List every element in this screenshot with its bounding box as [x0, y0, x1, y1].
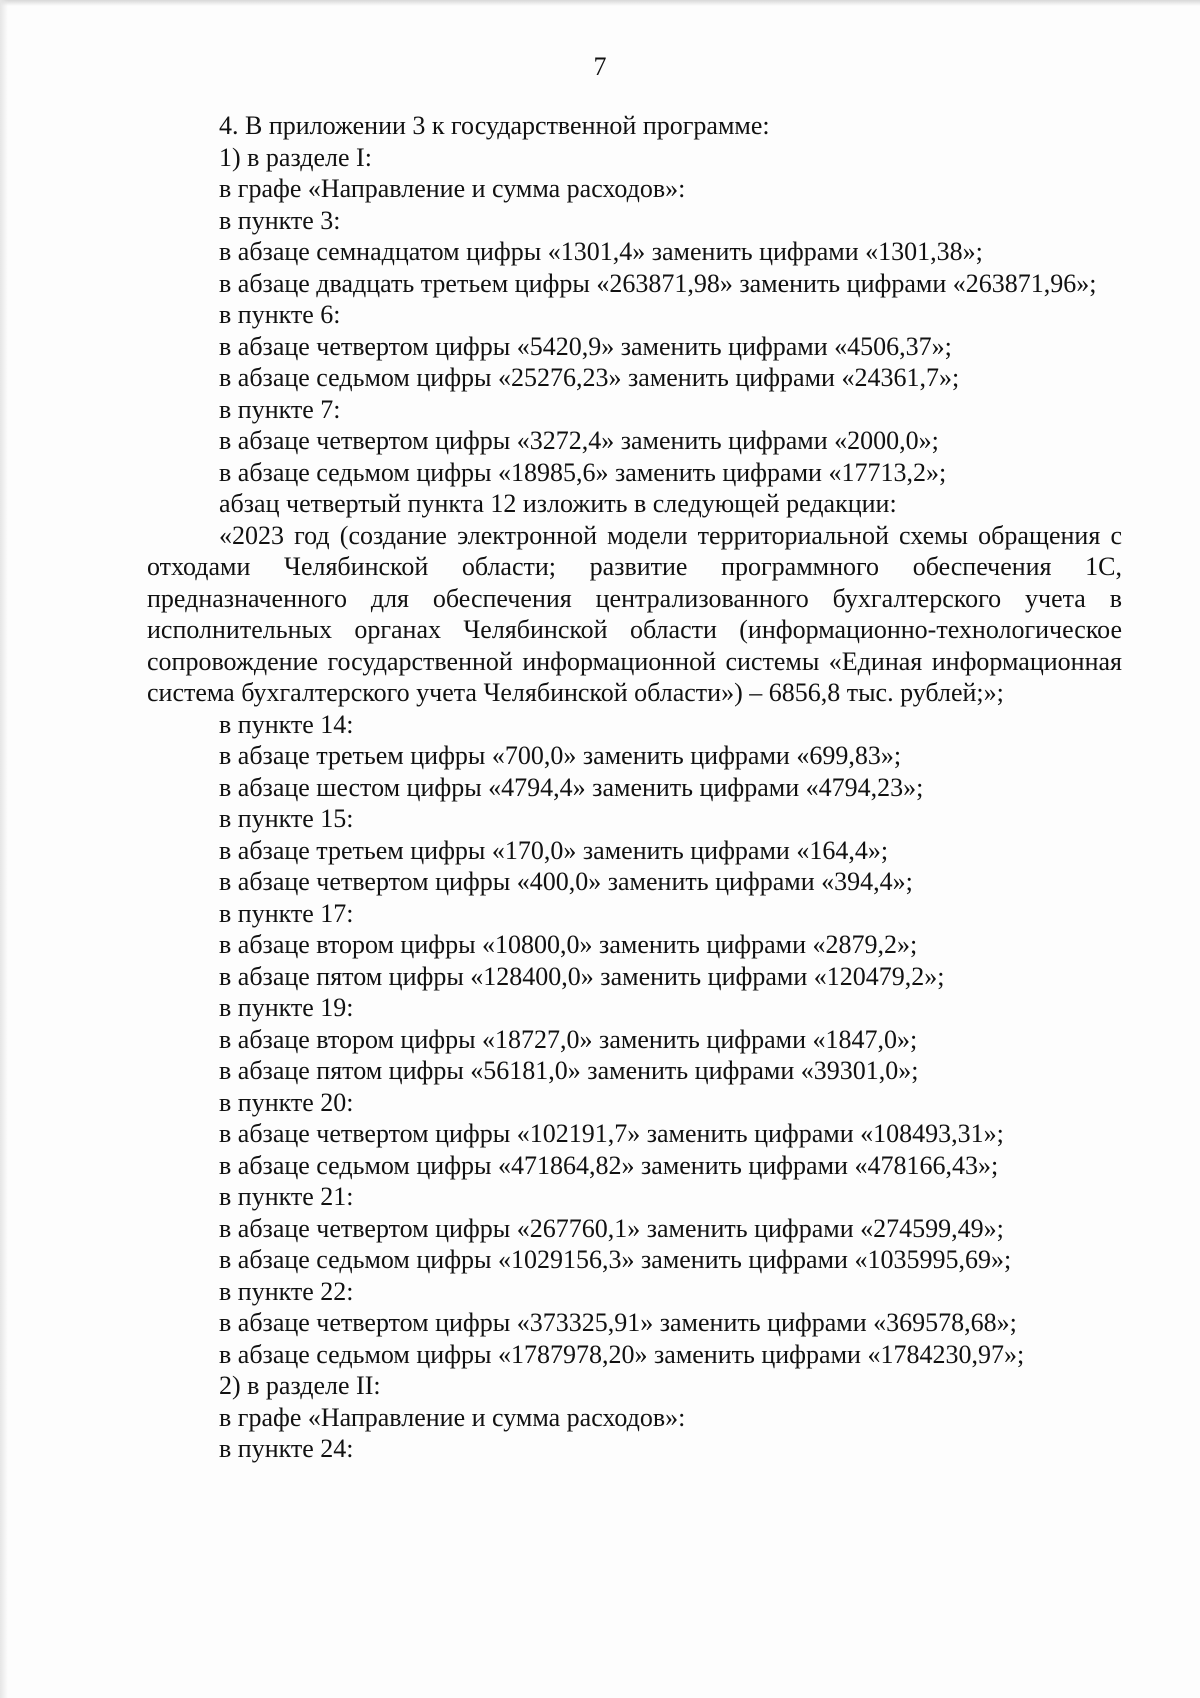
paragraph: в абзаце четвертом цифры «267760,1» заменить цифрами «274599,49»; [219, 1213, 1004, 1243]
paragraph: в абзаце третьем цифры «700,0» заменить цифрами «699,83»; [219, 741, 902, 770]
paragraph: в пункте 14: [219, 709, 354, 739]
paragraph: в абзаце втором цифры «18727,0» заменить цифрами «1847,0»; [219, 1024, 918, 1054]
paragraph: в абзаце шестом цифры «4794,4» заменить цифрами «4794,23»; [219, 772, 924, 802]
paragraph: в пункте 20: [219, 1087, 354, 1117]
paragraph: в абзаце седьмом цифры «25276,23» заменить цифрами «24361,7»; [219, 363, 960, 392]
paragraph: в пункте 22: [219, 1276, 354, 1306]
paragraph: в абзаце седьмом цифры «1787978,20» заменить цифрами «1784230,97»; [219, 1339, 1025, 1369]
paragraph: в абзаце четвертом цифры «400,0» заменить цифрами «394,4»; [219, 867, 913, 896]
paragraph: в абзаце пятом цифры «128400,0» заменить цифрами «120479,2»; [219, 961, 945, 991]
paragraph: в абзаце четвертом цифры «3272,4» заменить цифрами «2000,0»; [219, 426, 939, 455]
paragraph: в пункте 24: [219, 1434, 354, 1463]
document-body [147, 110, 1122, 1465]
paragraph: в пункте 17: [219, 898, 354, 928]
paragraph: в графе «Направление и сумма расходов»: [219, 1402, 686, 1432]
paragraph: «2023 год (создание электронной модели территориальной схемы обращения с отходами Челябинской области; развитие программного обеспечения 1С, предназначенного для обеспечения централизованного бухгалтерского учета в исполнительных органах Челябинской области (информационно-технологическое сопровождение государственной информационной системы «Единая информационная система бухгалтерского учета Челябинской области») – 6856,8 тыс. рублей;»; [147, 520, 1122, 707]
paragraph: 1) в разделе I: [219, 142, 372, 172]
paragraph: в пункте 6: [219, 300, 341, 329]
paragraph: в абзаце третьем цифры «170,0» заменить цифрами «164,4»; [219, 835, 889, 865]
paragraph: абзац четвертый пункта 12 изложить в следующей редакции: [219, 489, 897, 518]
scan-edge-left [0, 0, 8, 1698]
paragraph: в пункте 21: [219, 1182, 354, 1211]
paragraph: в абзаце двадцать третьем цифры «263871,98» заменить цифрами «263871,96»; [219, 268, 1097, 298]
paragraph: в пункте 15: [219, 804, 354, 833]
paragraph: в пункте 3: [219, 205, 341, 235]
paragraph: в абзаце четвертом цифры «373325,91» заменить цифрами «369578,68»; [219, 1308, 1017, 1337]
scan-edge-top [0, 0, 1200, 6]
paragraph: 4. В приложении 3 к государственной программе: [219, 111, 770, 140]
paragraph: в абзаце четвертом цифры «5420,9» заменить цифрами «4506,37»; [219, 331, 952, 361]
paragraph: в абзаце седьмом цифры «1029156,3» заменить цифрами «1035995,69»; [219, 1245, 1012, 1274]
paragraph: в абзаце втором цифры «10800,0» заменить цифрами «2879,2»; [219, 930, 918, 959]
paragraph: в абзаце пятом цифры «56181,0» заменить цифрами «39301,0»; [219, 1056, 919, 1085]
paragraph: в графе «Направление и сумма расходов»: [219, 174, 686, 203]
paragraph: в абзаце седьмом цифры «18985,6» заменить цифрами «17713,2»; [219, 457, 947, 487]
paragraph: в абзаце седьмом цифры «471864,82» заменить цифрами «478166,43»; [219, 1150, 999, 1180]
paragraph: в абзаце семнадцатом цифры «1301,4» заменить цифрами «1301,38»; [219, 237, 983, 266]
paragraph: в пункте 19: [219, 993, 354, 1022]
paragraph: 2) в разделе II: [219, 1371, 381, 1400]
paragraph: в абзаце четвертом цифры «102191,7» заменить цифрами «108493,31»; [219, 1119, 1004, 1148]
page-number: 7 [593, 52, 607, 81]
paragraph: в пункте 7: [219, 394, 341, 424]
